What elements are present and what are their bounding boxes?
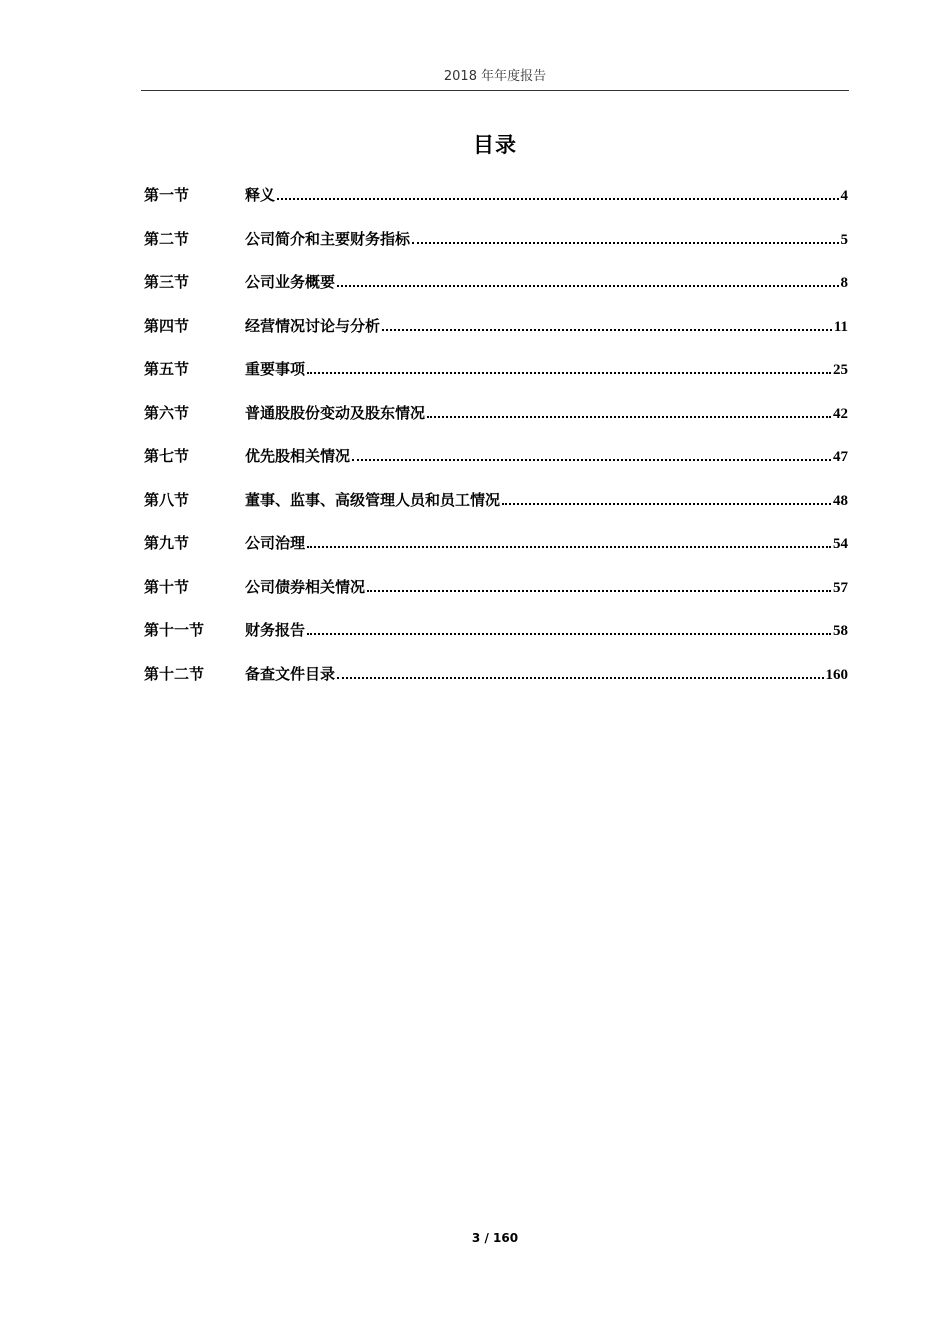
toc-entry	[245, 354, 848, 385]
dot-leader	[337, 677, 823, 679]
toc-section-name: 公司业务概要	[245, 273, 336, 291]
dot-leader	[367, 590, 831, 592]
toc-section-name: 释义	[245, 186, 276, 204]
toc-row[interactable]	[144, 528, 848, 572]
toc-page-number: 48	[833, 492, 848, 509]
toc-entry	[245, 572, 848, 603]
dot-leader	[307, 546, 831, 548]
dot-leader	[307, 633, 831, 635]
toc-row[interactable]	[144, 572, 848, 616]
toc-entry	[245, 615, 848, 646]
toc-page-number: 11	[833, 318, 848, 335]
toc-section-number: 第一节	[144, 186, 190, 204]
toc-section-number: 第三节	[144, 273, 190, 291]
toc-row[interactable]	[144, 398, 848, 442]
toc-section-number: 第七节	[144, 447, 190, 465]
toc-section-number: 第八节	[144, 490, 190, 509]
toc-row[interactable]	[144, 354, 848, 398]
toc-section-name: 备查文件目录	[245, 664, 336, 683]
toc-entry	[245, 485, 848, 516]
toc-page-number: 8	[840, 275, 848, 291]
toc-entry	[245, 398, 848, 429]
toc-row[interactable]	[144, 615, 848, 659]
toc-section-name: 重要事项	[245, 360, 306, 378]
toc-section-number: 第十节	[144, 577, 190, 596]
toc-section-name: 财务报告	[245, 621, 306, 639]
toc-section-name: 董事、监事、高级管理人员和员工情况	[245, 490, 501, 509]
toc-section-name: 公司简介和主要财务指标	[245, 229, 411, 248]
toc-section-name: 优先股相关情况	[245, 447, 351, 465]
toc-page-number: 58	[833, 623, 848, 639]
dot-leader	[502, 503, 831, 505]
toc-section-number: 第四节	[144, 316, 190, 335]
toc-row[interactable]	[144, 311, 848, 355]
toc-section-name: 公司债券相关情况	[245, 577, 366, 596]
toc-row[interactable]	[144, 180, 848, 224]
toc-entry	[245, 528, 848, 559]
toc-entry	[245, 224, 848, 255]
toc-section-name: 公司治理	[245, 534, 306, 552]
toc-page-number: 57	[833, 579, 848, 596]
toc-page-number: 160	[825, 666, 848, 683]
toc-row[interactable]	[144, 659, 848, 703]
toc-section-number: 第二节	[144, 229, 190, 248]
toc-row[interactable]	[144, 441, 848, 485]
toc-section-number: 第六节	[144, 403, 190, 422]
toc-entry	[245, 267, 848, 298]
toc-title: 目录	[473, 132, 517, 157]
table-of-contents	[144, 180, 848, 702]
toc-row[interactable]	[144, 224, 848, 268]
dot-leader	[337, 285, 838, 287]
toc-entry	[245, 180, 848, 211]
toc-entry	[245, 311, 848, 342]
toc-row[interactable]	[144, 267, 848, 311]
dot-leader	[382, 329, 832, 331]
dot-leader	[352, 459, 831, 461]
page-header	[141, 66, 849, 91]
toc-page-number: 5	[840, 231, 848, 248]
toc-section-number: 第十一节	[144, 621, 205, 639]
dot-leader	[427, 416, 831, 418]
report-title: 2018 年年度报告	[443, 69, 547, 84]
toc-page-number: 42	[833, 405, 848, 422]
toc-page-number: 47	[833, 449, 848, 465]
toc-section-name: 经营情况讨论与分析	[245, 316, 381, 335]
dot-leader	[412, 242, 838, 244]
page-indicator: 3 / 160	[471, 1231, 519, 1245]
toc-section-number: 第十二节	[144, 664, 205, 683]
toc-page-number: 4	[840, 188, 848, 204]
toc-page-number: 54	[833, 536, 848, 552]
dot-leader	[277, 198, 838, 200]
toc-entry	[245, 659, 848, 690]
toc-section-number: 第九节	[144, 534, 190, 552]
toc-section-number: 第五节	[144, 360, 190, 378]
toc-row[interactable]	[144, 485, 848, 529]
toc-page-number: 25	[833, 362, 848, 378]
toc-section-name: 普通股股份变动及股东情况	[245, 403, 426, 422]
toc-entry	[245, 441, 848, 472]
dot-leader	[307, 372, 831, 374]
page-footer	[141, 1228, 849, 1248]
